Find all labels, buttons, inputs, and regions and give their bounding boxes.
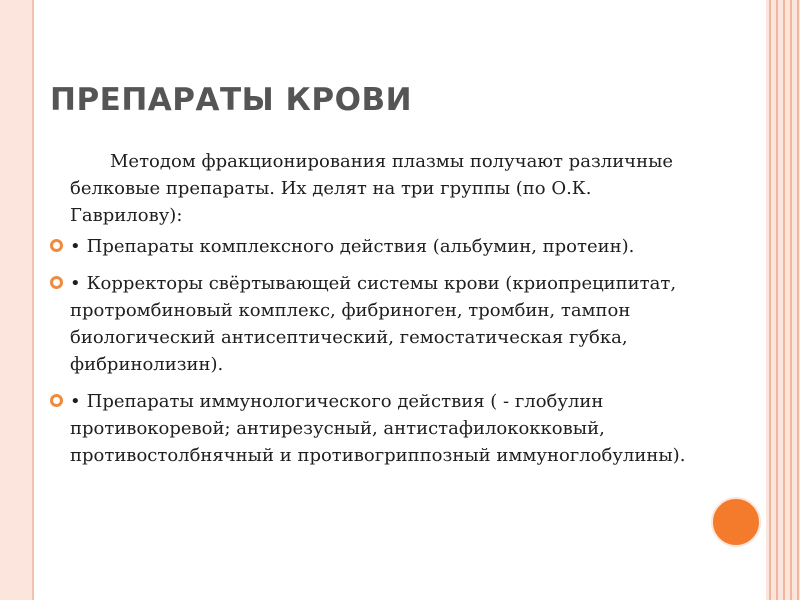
- slide: [34, 0, 766, 600]
- list-item: [50, 270, 700, 378]
- bullet-text: Препараты комплексного действия (альбумин, протеин).: [86, 236, 635, 257]
- left-frame-border: [0, 0, 34, 600]
- circle-bullet-icon: [50, 239, 63, 252]
- bullet-dot: •: [70, 273, 81, 294]
- intro-paragraph: Методом фракционирования плазмы получают различные белковые препараты. Их делят на три группы (по О.К. Гаврилову):: [70, 151, 674, 226]
- slide-title: ПРЕПАРАТЫ КРОВИ: [50, 82, 413, 118]
- bullet-text: Препараты иммунологического действия ( - глобулин противокоревой; антирезусный, антистафилококковый, противостолбнячный и противогриппозный иммуноглобулины).: [70, 391, 686, 466]
- slide-content: [50, 148, 700, 479]
- list-item: [50, 233, 700, 260]
- bullet-dot: •: [70, 236, 81, 257]
- bullet-text: Корректоры свёртывающей системы крови (криопреципитат, протромбиновый комплекс, фибриноген, тромбин, тампон биологический антисептический, гемостатическая губка, фибринолизин).: [70, 273, 677, 375]
- circle-bullet-icon: [50, 394, 63, 407]
- right-frame-border: [766, 0, 800, 600]
- bullet-list: [50, 233, 700, 469]
- list-item: [50, 388, 700, 469]
- orange-circle-decoration: [711, 497, 761, 547]
- bullet-dot: •: [70, 391, 81, 412]
- circle-bullet-icon: [50, 276, 63, 289]
